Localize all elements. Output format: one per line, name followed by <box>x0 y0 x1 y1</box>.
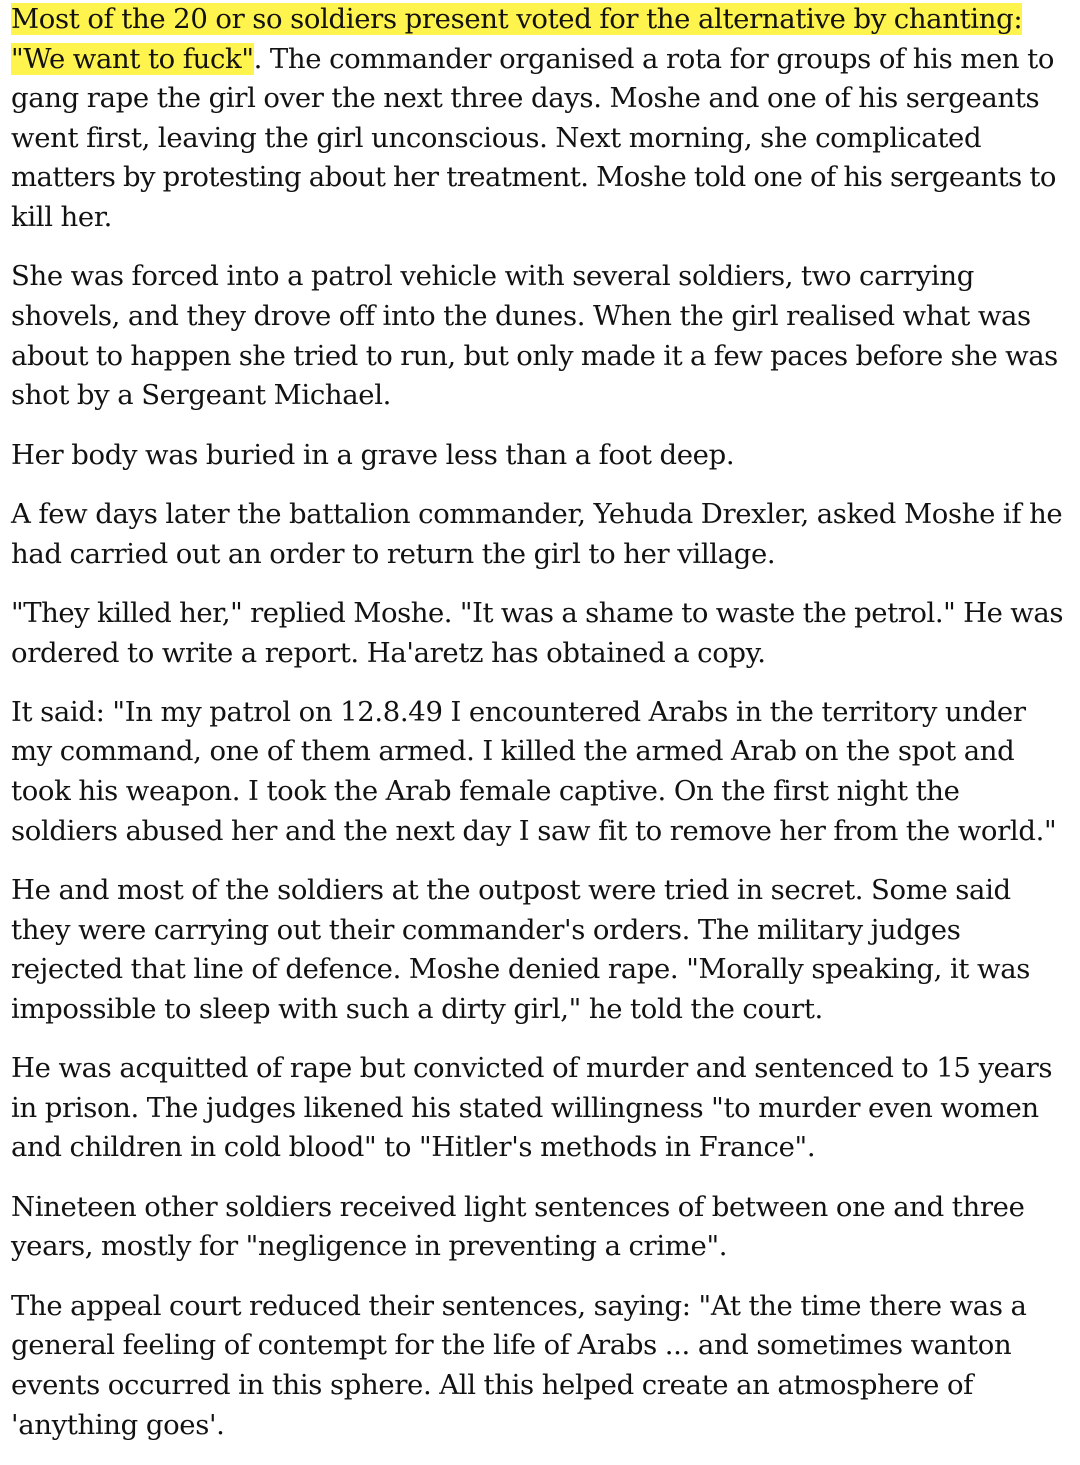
text-line: events occurred in this sphere. All this helped create an atmosphere of <box>11 1368 974 1401</box>
paragraph-5 <box>11 594 1061 673</box>
text-line: It said: "In my patrol on 12.8.49 I encountered Arabs in the territory under <box>11 695 1026 728</box>
text-line: rejected that line of defence. Moshe denied rape. "Morally speaking, it was <box>11 953 1030 986</box>
text-line: Her body was buried in a grave less than a foot deep. <box>11 438 735 471</box>
text-line: shot by a Sergeant Michael. <box>11 379 392 412</box>
text-line: they were carrying out their commander's orders. The military judges <box>11 913 961 946</box>
article-body <box>11 0 1061 1465</box>
text-line: ordered to write a report. Ha'aretz has obtained a copy. <box>11 636 766 669</box>
text-line: He and most of the soldiers at the outpost were tried in secret. Some said <box>11 874 1011 907</box>
paragraph-8 <box>11 1049 1061 1168</box>
paragraph-4 <box>11 495 1061 574</box>
text-line: had carried out an order to return the girl to her village. <box>11 537 776 570</box>
text-line: went first, leaving the girl unconscious. Next morning, she complicated <box>11 121 982 154</box>
paragraph-6 <box>11 693 1061 851</box>
text-segment: . The commander organised a rota for groups of his men to <box>253 42 1055 75</box>
text-line: my command, one of them armed. I killed the armed Arab on the spot and <box>11 735 1015 768</box>
text-line: impossible to sleep with such a dirty girl," he told the court. <box>11 992 823 1025</box>
text-line: Nineteen other soldiers received light sentences of between one and three <box>11 1190 1025 1223</box>
text-line: about to happen she tried to run, but only made it a few paces before she was <box>11 339 1058 372</box>
text-line <box>11 0 1061 40</box>
highlighted-text: Most of the 20 or so soldiers present voted for the alternative by chanting: <box>11 3 1023 35</box>
text-line: kill her. <box>11 200 112 233</box>
highlighted-text: "We want to fuck" <box>11 42 254 75</box>
text-line: and children in cold blood" to "Hitler's methods in France". <box>11 1131 816 1164</box>
text-line <box>11 40 1061 80</box>
paragraph-9 <box>11 1188 1061 1267</box>
paragraph-7 <box>11 871 1061 1029</box>
text-line: A few days later the battalion commander, Yehuda Drexler, asked Moshe if he <box>11 497 1063 530</box>
text-line: She was forced into a patrol vehicle with several soldiers, two carrying <box>11 260 974 293</box>
text-line: "They killed her," replied Moshe. "It was a shame to waste the petrol." He was <box>11 596 1063 629</box>
text-line: matters by protesting about her treatment. Moshe told one of his sergeants to <box>11 161 1056 194</box>
text-line: gang rape the girl over the next three days. Moshe and one of his sergeants <box>11 82 1040 115</box>
text-line: soldiers abused her and the next day I saw fit to remove her from the world." <box>11 814 1057 847</box>
paragraph-2 <box>11 257 1061 415</box>
paragraph-10 <box>11 1287 1061 1445</box>
text-line: 'anything goes'. <box>11 1408 225 1441</box>
text-line: in prison. The judges likened his stated willingness "to murder even women <box>11 1091 1039 1124</box>
text-line: general feeling of contempt for the life of Arabs ... and sometimes wanton <box>11 1329 1012 1362</box>
text-line: years, mostly for "negligence in preventing a crime". <box>11 1230 728 1263</box>
text-line: He was acquitted of rape but convicted of murder and sentenced to 15 years <box>11 1052 1053 1085</box>
paragraph-1 <box>11 0 1061 238</box>
text-line: shovels, and they drove off into the dunes. When the girl realised what was <box>11 299 1031 332</box>
text-line: The appeal court reduced their sentences, saying: "At the time there was a <box>11 1289 1027 1322</box>
text-line: took his weapon. I took the Arab female captive. On the first night the <box>11 775 960 808</box>
paragraph-3 <box>11 436 1061 476</box>
